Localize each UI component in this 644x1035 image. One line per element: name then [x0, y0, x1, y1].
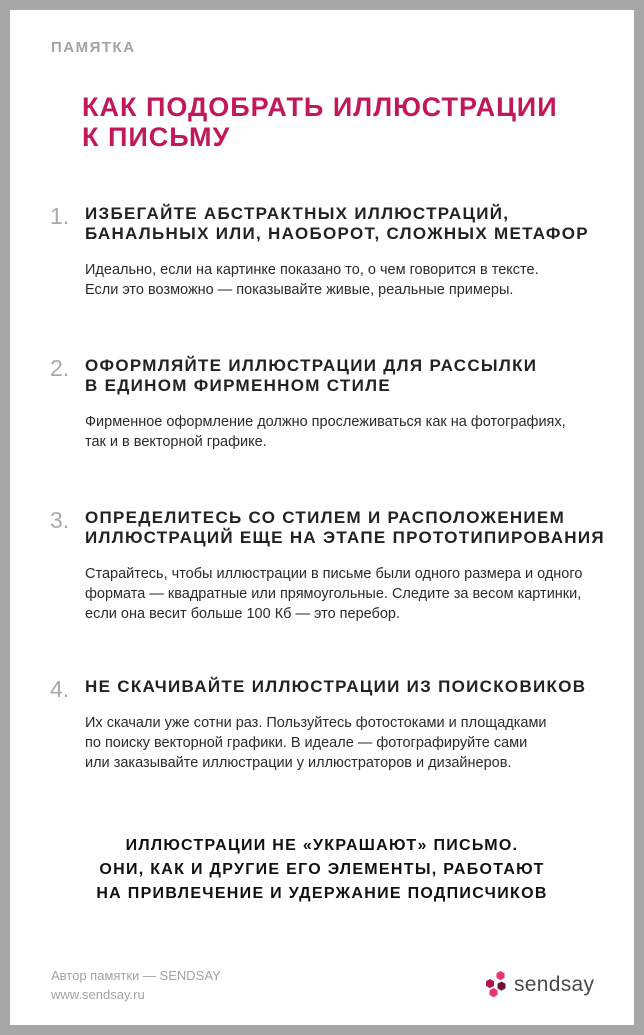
- tip-heading-line: ИЗБЕГАЙТЕ АБСТРАКТНЫХ ИЛЛЮСТРАЦИЙ,: [85, 204, 510, 223]
- tip-body-line: или заказывайте иллюстрации у иллюстраторов и дизайнеров.: [85, 755, 512, 771]
- footer-url: www.sendsay.ru: [51, 987, 145, 1002]
- footer-author: Автор памятки — SENDSAY: [51, 968, 221, 983]
- tip-body-line: так и в векторной графике.: [85, 434, 267, 450]
- tip-body: [85, 260, 615, 300]
- conclusion-line: ОНИ, КАК И ДРУГИЕ ЕГО ЭЛЕМЕНТЫ, РАБОТАЮТ: [99, 861, 545, 878]
- title-line: К ПИСЬМУ: [82, 122, 231, 152]
- tip-heading-line: ОФОРМЛЯЙТЕ ИЛЛЮСТРАЦИИ ДЛЯ РАССЫЛКИ: [85, 356, 538, 375]
- tip-heading-line: ИЛЛЮСТРАЦИЙ ЕЩЕ НА ЭТАПЕ ПРОТОТИПИРОВАНИЯ: [85, 528, 605, 547]
- tip-number: 4.: [50, 676, 70, 702]
- tip-number: 3.: [50, 507, 70, 533]
- tip-heading-line: НЕ СКАЧИВАЙТЕ ИЛЛЮСТРАЦИИ ИЗ ПОИСКОВИКОВ: [85, 677, 587, 696]
- brand-logo: [482, 970, 612, 1002]
- tip-body-line: если она весит больше 100 Кб — это перебор.: [85, 606, 401, 622]
- conclusion-line: НА ПРИВЛЕЧЕНИЕ И УДЕРЖАНИЕ ПОДПИСЧИКОВ: [96, 885, 548, 902]
- tip-heading: [85, 677, 615, 697]
- tip-heading-line: БАНАЛЬНЫХ ИЛИ, НАОБОРОТ, СЛОЖНЫХ МЕТАФОР: [85, 224, 589, 243]
- tip-heading: [85, 356, 615, 396]
- logo-hexagon-left: [486, 979, 494, 988]
- tip-heading: [85, 508, 615, 548]
- tip-heading-line: ОПРЕДЕЛИТЕСЬ СО СТИЛЕМ И РАСПОЛОЖЕНИЕМ: [85, 508, 566, 527]
- tip-body-line: Если это возможно — показывайте живые, реальные примеры.: [85, 282, 514, 298]
- brand-name: sendsay: [514, 973, 595, 996]
- hexagon-cluster-icon: [482, 970, 510, 998]
- page-title: [82, 92, 602, 152]
- tip-body-line: Старайтесь, чтобы иллюстрации в письме были одного размера и одного: [85, 566, 583, 582]
- logo-hexagon-top: [497, 971, 505, 980]
- tip-body-line: формата — квадратные или прямоугольные. Следите за весом картинки,: [85, 586, 582, 602]
- logo-hexagon-bottom: [490, 988, 498, 997]
- tip-body-line: Идеально, если на картинке показано то, о чем говорится в тексте.: [85, 262, 539, 278]
- tip-heading-line: В ЕДИНОМ ФИРМЕННОМ СТИЛЕ: [85, 376, 391, 395]
- title-line: КАК ПОДОБРАТЬ ИЛЛЮСТРАЦИИ: [82, 92, 558, 122]
- tip-body: [85, 713, 615, 773]
- tip-number: 1.: [50, 203, 70, 229]
- memo-label: ПАМЯТКА: [51, 39, 136, 56]
- conclusion-line: ИЛЛЮСТРАЦИИ НЕ «УКРАШАЮТ» ПИСЬМО.: [125, 837, 519, 854]
- memo-sheet: [10, 10, 634, 1025]
- conclusion: [10, 834, 634, 906]
- tip-heading: [85, 204, 615, 244]
- tip-body: [85, 564, 615, 624]
- tip-body-line: Фирменное оформление должно прослеживаться как на фотографиях,: [85, 414, 566, 430]
- tip-body-line: Их скачали уже сотни раз. Пользуйтесь фотостоками и площадками: [85, 715, 547, 731]
- tip-number: 2.: [50, 355, 70, 381]
- tip-body: [85, 412, 615, 452]
- logo-hexagon-right: [498, 982, 506, 991]
- tip-body-line: по поиску векторной графики. В идеале — фотографируйте сами: [85, 735, 528, 751]
